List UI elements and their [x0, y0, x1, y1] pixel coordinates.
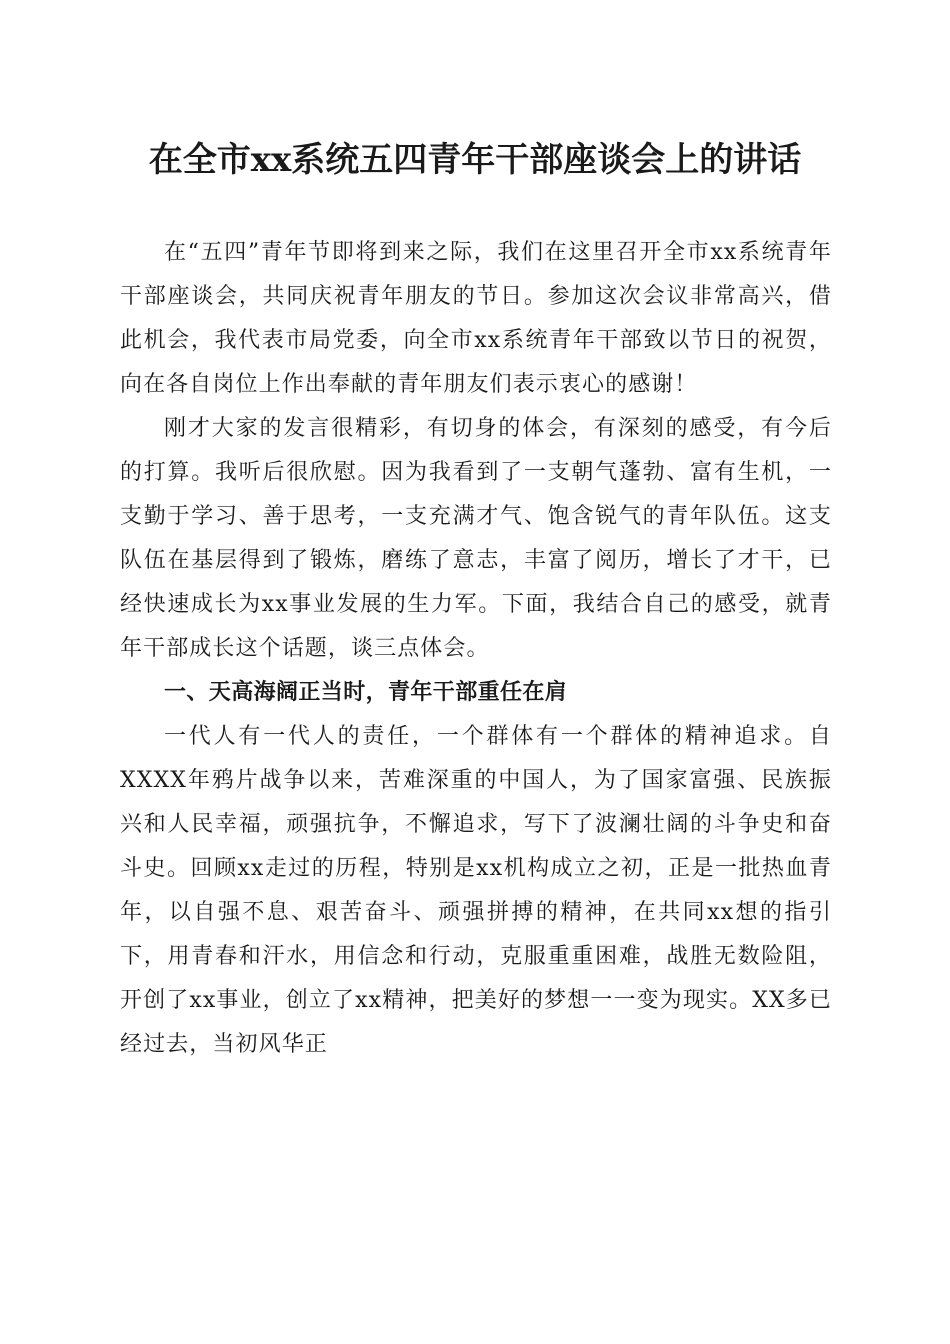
document-title: 在全市xx系统五四青年干部座谈会上的讲话: [148, 140, 802, 180]
paragraph-feedback: 刚才大家的发言很精彩，有切身的体会，有深刻的感受，有今后的打算。我听后很欣慰。因为我看到了一支朝气蓬勃、富有生机，一支勤于学习、善于思考，一支充满才气、饱含锐气的青年队伍。这支队伍在基层得到了锻炼，磨练了意志，丰富了阅历，增长了才干，已经快速成长为xx事业发展的生力军。下面，我结合自己的感受，就青年干部成长这个话题，谈三点体会。: [120, 416, 832, 661]
section-heading: 一、天高海阔正当时，青年干部重任在肩: [164, 680, 568, 705]
paragraph-section-one: 一代人有一代人的责任，一个群体有一个群体的精神追求。自XXXX年鸦片战争以来，苦难深重的中国人，为了国家富强、民族振兴和人民幸福，顽强抗争，不懈追求，写下了波澜壮阔的斗争史和奋斗史。回顾xx走过的历程，特别是xx机构成立之初，正是一批热血青年，以自强不息、艰苦奋斗、顽强拼搏的精神，在共同xx想的指引下，用青春和汗水，用信念和行动，克服重重困难，战胜无数险阻，开创了xx事业，创立了xx精神，把美好的梦想一一变为现实。XX多已经过去，当初风华正: [120, 724, 832, 1057]
paragraph-opening: 在“五四”青年节即将到来之际，我们在这里召开全市xx系统青年干部座谈会，共同庆祝青年朋友的节日。参加这次会议非常高兴，借此机会，我代表市局党委，向全市xx系统青年干部致以节日的祝贺，向在各自岗位上作出奉献的青年朋友们表示衷心的感谢！: [120, 240, 832, 397]
document-body: [120, 231, 832, 1067]
